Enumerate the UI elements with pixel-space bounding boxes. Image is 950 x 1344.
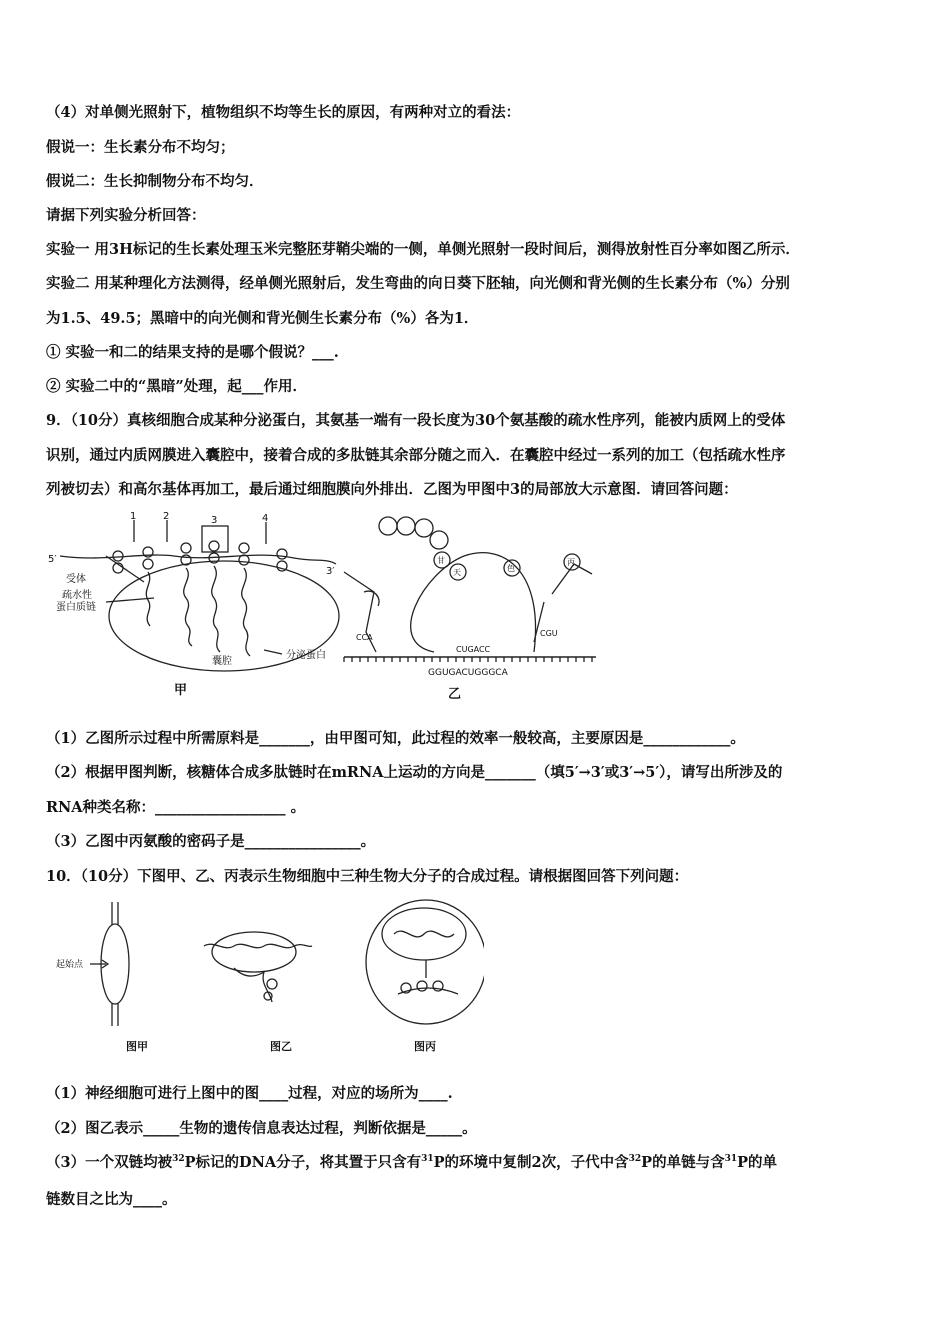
mrna-sequence: GGUGACUGGGCA	[428, 668, 508, 678]
region-3-box	[202, 526, 228, 552]
prokaryote-expression-diagram	[204, 932, 312, 1002]
q9-stem-line2: 识别，通过内质网膜进入囊腔中，接着合成的多肽链其余部分随之而入．在囊腔中经过一系列的加工（包括疏水性序	[46, 447, 786, 464]
q10-part2: （2）图乙表示_____生物的遗传信息表达过程，判断依据是_____。	[46, 1120, 477, 1137]
dna-replication-diagram	[90, 902, 129, 1026]
mrna-3-prime-end: 3′	[326, 566, 335, 577]
q9-stem-line1: 9．（10分）真核细胞合成某种分泌蛋白，其氨基一端有一段长度为30个氨基酸的疏水性序列，能被内质网上的受体	[46, 412, 786, 429]
marker-2: 2	[163, 512, 170, 522]
marker-1: 1	[130, 512, 137, 522]
ribosome-diagram-jia	[60, 520, 339, 671]
anticodon-cugacc: CUGACC	[456, 645, 491, 654]
q9-part3: （3）乙图中丙氨酸的密码子是________________。	[46, 833, 376, 850]
label-hydrophobic: 疏水性	[62, 590, 92, 601]
q9-part2-line2: RNA种类名称：__________________ 。	[46, 799, 306, 816]
anticodon-cgu: CGU	[540, 629, 558, 638]
experiment-two-line2: 为1.5、49.5；黑暗中的向光侧和背光侧生长素分布（%）各为1．	[46, 310, 479, 327]
experiment-one: 实验一 用3H标记的生长素处理玉米完整胚芽鞘尖端的一侧，单侧光照射一段时间后，测得放射性百分率如图乙所示．	[46, 241, 800, 258]
analyze-prompt: 请据下列实验分析回答：	[46, 207, 206, 224]
experiment-two-line1: 实验二 用某种理化方法测得，经单侧光照射后，发生弯曲的向日葵下胚轴，向光侧和背光侧的生长素分布（%）分别	[46, 275, 790, 292]
hypothesis-two: 假说二：生长抑制物分布不均匀．	[46, 173, 264, 190]
q9-part1: （1）乙图所示过程中所需原料是_______，由甲图可知，此过程的效率一般较高，主要原因是____________。	[46, 730, 745, 747]
caption-fig-jia: 图甲	[126, 1040, 148, 1053]
translation-diagram-yi	[344, 517, 596, 662]
label-lumen: 囊腔	[212, 656, 232, 667]
q9-figure	[44, 512, 606, 712]
anticodon-cca: CCA	[356, 633, 373, 642]
eukaryote-expression-diagram	[366, 900, 484, 1024]
q9-stem-line3: 列被切去）和高尔基体再加工，最后通过细胞膜向外排出．乙图为甲图中3的局部放大示意图．请回答问题：	[46, 481, 738, 498]
label-receptor: 受体	[66, 574, 86, 585]
caption-fig-yi: 图乙	[270, 1040, 292, 1053]
origin-label: 起始点	[56, 960, 84, 970]
q10-part1: （1）神经细胞可进行上图中的图____过程，对应的场所为____.	[46, 1085, 453, 1102]
caption-fig-bing: 图丙	[414, 1040, 436, 1053]
label-secreted-protein: 分泌蛋白	[286, 650, 326, 661]
marker-4: 4	[262, 513, 269, 524]
q9-part2-line1: （2）根据甲图判断，核糖体合成多肽链时在mRNA上运动的方向是_______（填5′→3′或3′→5′），请写出所涉及的	[46, 764, 783, 781]
q10-part3-line1: （3）一个双链均被$^{32}$P标记的DNA分子，将其置于只含有$^{31}$P的环境中复制2次，子代中含$^{32}$P的单链与含$^{31}$P的单	[46, 1154, 778, 1171]
sub-question-2: ② 实验二中的“黑暗”处理，起___作用．	[46, 378, 307, 395]
label-protein-chain: 蛋白质链	[56, 602, 96, 613]
mrna-5-prime-end: 5′	[48, 554, 57, 565]
amino-acid-ala: 丙	[567, 558, 575, 567]
hypothesis-one: 假说一：生长素分布不均匀；	[46, 139, 235, 156]
sub-question-1: ① 实验一和二的结果支持的是哪个假说？___.	[46, 344, 339, 361]
q8-part4-intro: （4）对单侧光照射下，植物组织不均等生长的原因，有两种对立的看法：	[46, 104, 521, 121]
caption-jia: 甲	[174, 683, 188, 698]
q10-part3-line2: 链数目之比为____。	[46, 1191, 177, 1208]
q10-stem: 10．（10分）下图甲、乙、丙表示生物细胞中三种生物大分子的合成过程。请根据图回答下列问题：	[46, 868, 689, 885]
amino-acid-asp: 天	[453, 568, 461, 577]
amino-acid-gly: 甘	[437, 556, 445, 565]
q10-figure	[44, 898, 484, 1060]
amino-acid-trp: 色	[507, 564, 515, 573]
caption-yi: 乙	[448, 687, 462, 702]
marker-3: 3	[211, 515, 218, 526]
